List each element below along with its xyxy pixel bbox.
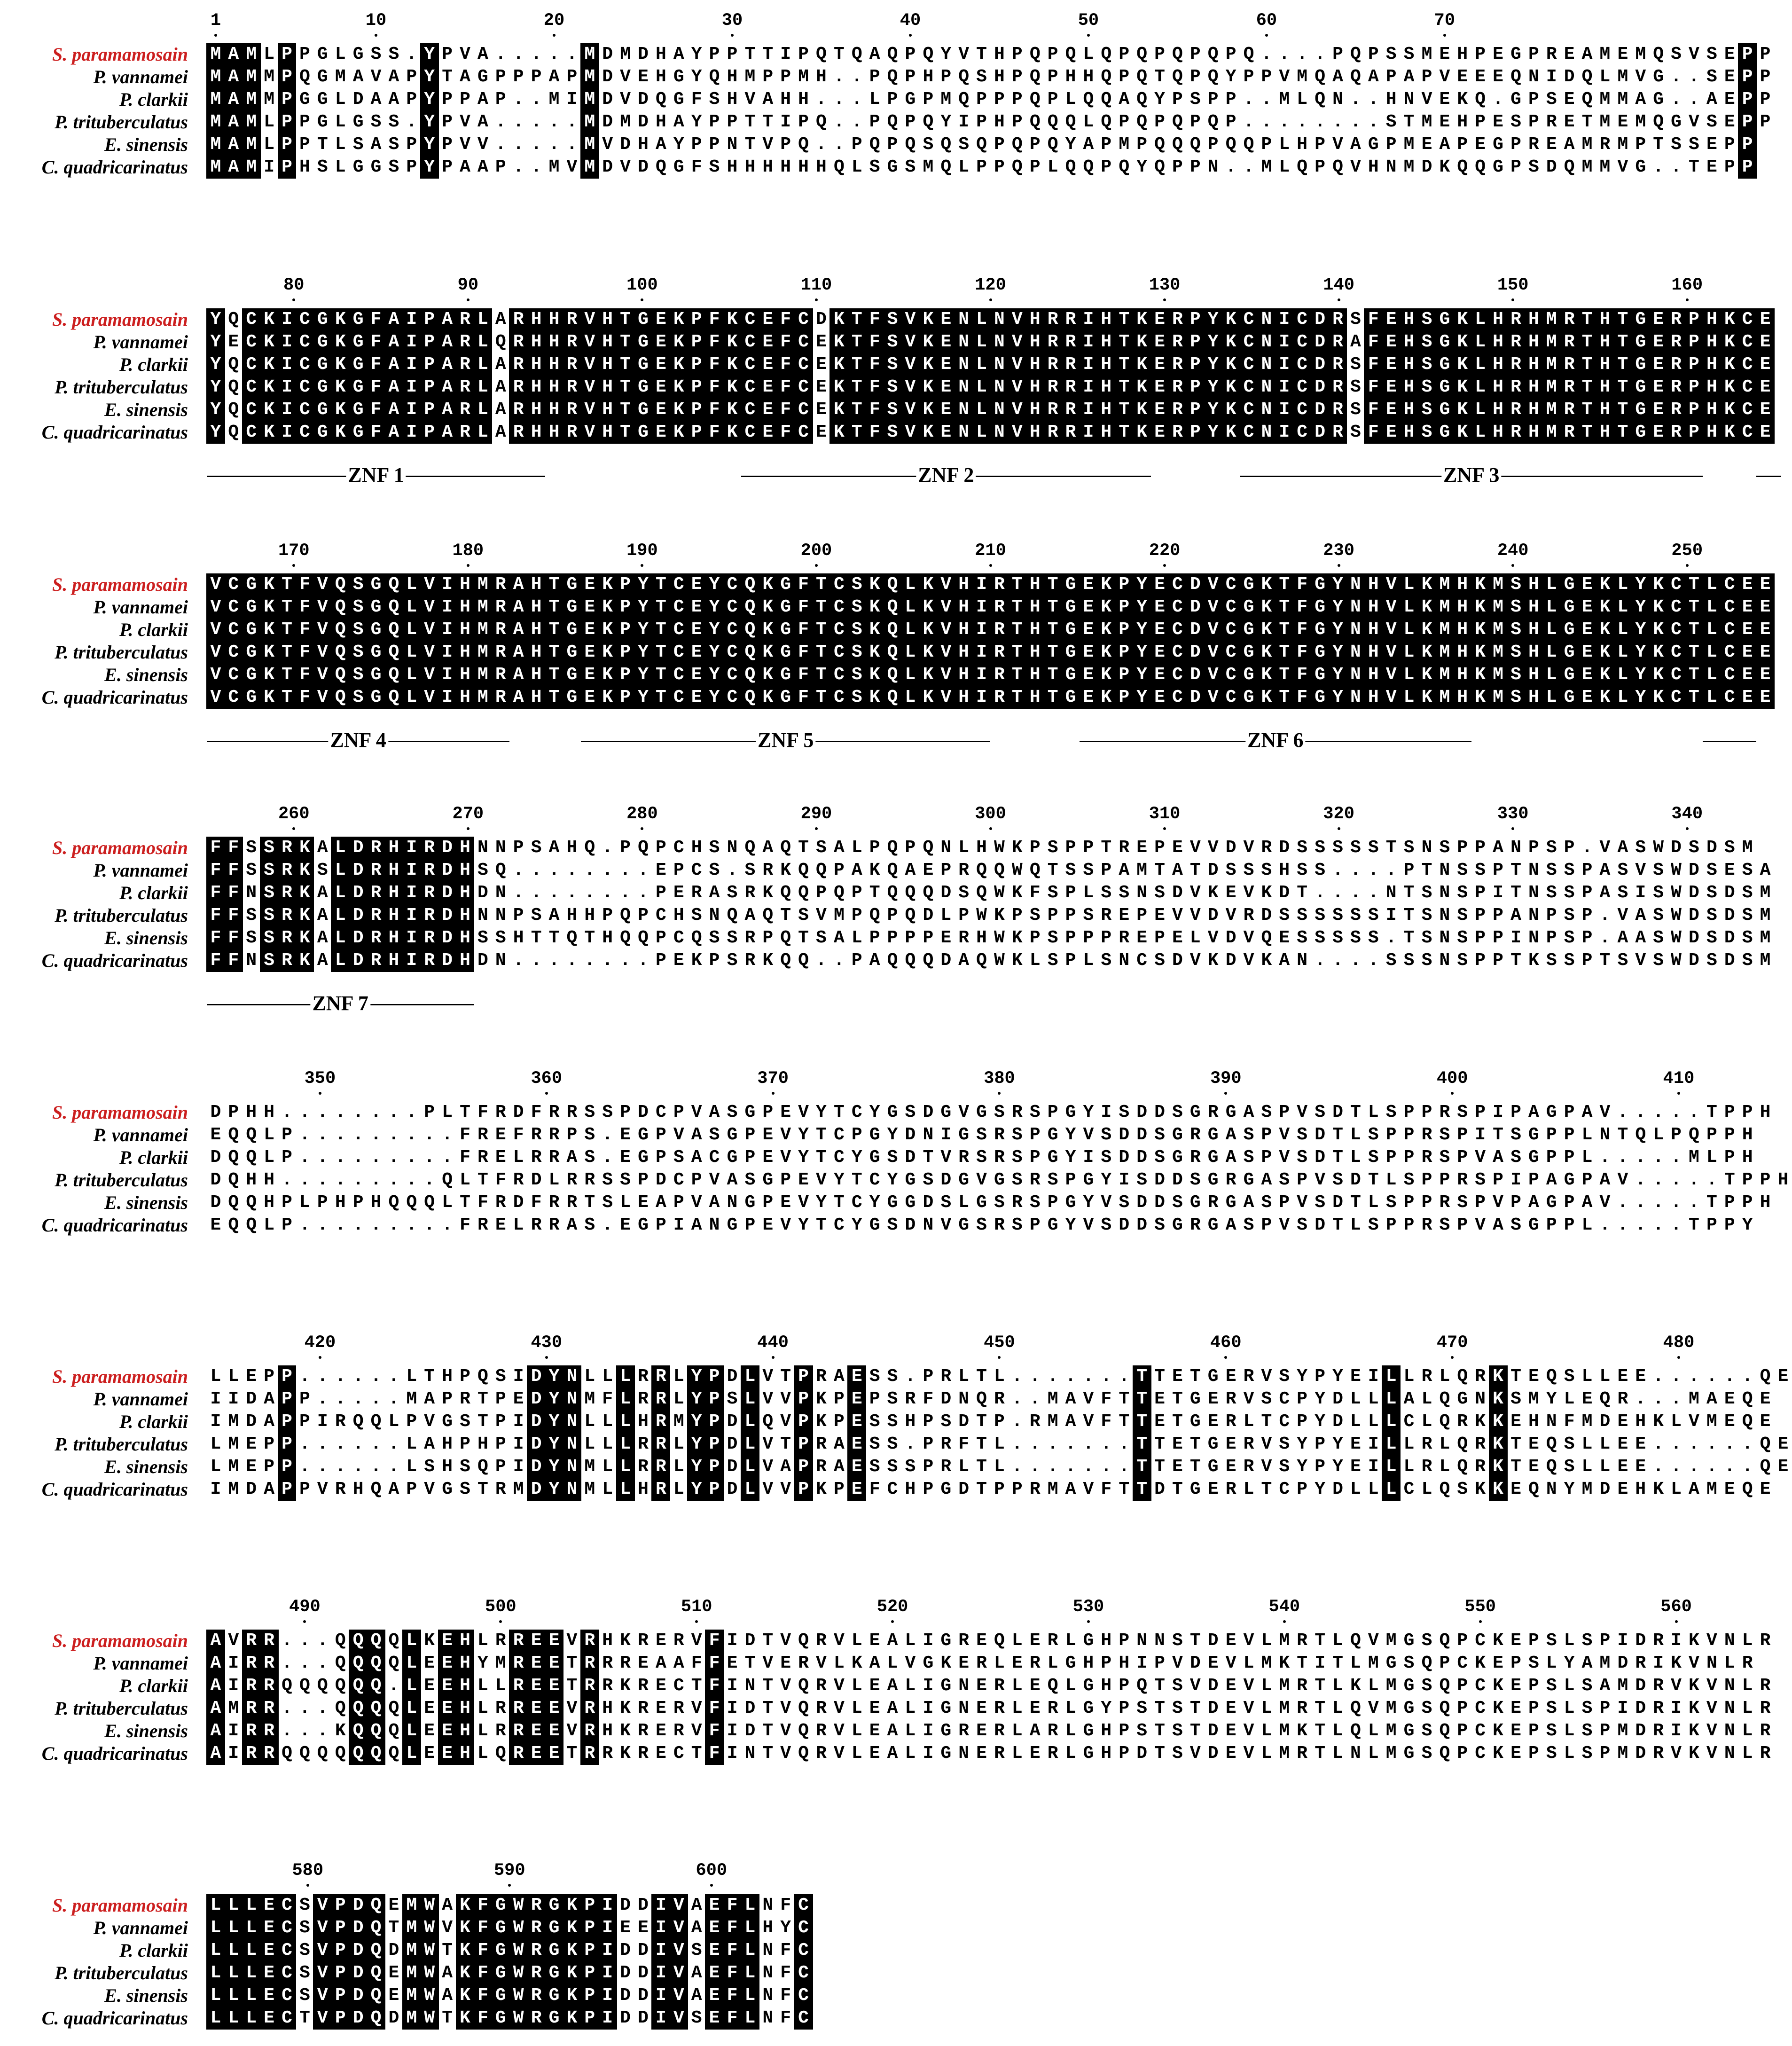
position-tick-dot [989,564,992,567]
position-number: 290 [800,804,832,824]
position-number: 500 [485,1597,516,1617]
position-number: 260 [278,804,310,824]
species-label: E. sinensis [104,664,188,685]
position-tick-dot [545,1092,548,1095]
position-number: 220 [1149,541,1181,561]
species-label: S. paramamosain [52,1366,188,1387]
position-tick-dot [1511,827,1514,830]
position-number: 60 [1256,11,1277,31]
position-tick-dot [1283,1620,1286,1623]
position-tick-dot [1511,564,1514,567]
position-number: 270 [452,804,484,824]
zinc-finger-label: ZNF 4 [328,729,388,752]
species-label: C. quadricarinatus [41,1743,188,1764]
species-label: S. paramamosain [52,44,188,65]
position-tick-dot [998,1356,1001,1359]
position-tick-dot [772,1092,775,1095]
position-number: 40 [900,11,921,31]
position-number: 200 [800,541,832,561]
species-label: S. paramamosain [52,1895,188,1916]
position-number: 470 [1436,1333,1468,1353]
position-tick-dot [1686,827,1689,830]
species-label: E. sinensis [104,1720,188,1741]
position-tick-dot [1163,827,1166,830]
position-number: 130 [1149,275,1181,295]
zinc-finger-label: ZNF 6 [1245,729,1305,752]
species-label: C. quadricarinatus [41,950,188,971]
position-number: 360 [531,1069,563,1089]
species-label: C. quadricarinatus [41,157,188,178]
species-label: P. vannamei [93,331,188,353]
position-number: 70 [1434,11,1456,31]
species-label: C. quadricarinatus [41,1215,188,1236]
position-tick-dot [292,298,295,301]
position-tick-dot [641,827,643,830]
position-number: 550 [1464,1597,1496,1617]
zinc-finger-label: ZNF 3 [1441,463,1501,487]
species-label: S. paramamosain [52,837,188,858]
species-label: E. sinensis [104,134,188,155]
position-tick-dot [1338,827,1340,830]
position-tick-dot [1163,564,1166,567]
position-tick-dot [545,1356,548,1359]
position-tick-dot [891,1620,894,1623]
position-tick-dot [553,34,556,37]
position-number: 20 [543,11,565,31]
species-label: P. clarkii [119,1940,188,1961]
position-tick-dot [1163,298,1166,301]
species-label: C. quadricarinatus [41,2007,188,2029]
species-label: P. trituberculatus [55,642,188,663]
species-label: P. clarkii [119,882,188,903]
position-number: 310 [1149,804,1181,824]
position-number: 180 [452,541,484,561]
position-tick-dot [1087,1620,1090,1623]
position-number: 100 [626,275,658,295]
position-tick-dot [1338,564,1340,567]
species-label: P. clarkii [119,619,188,640]
species-label: E. sinensis [104,1985,188,2006]
position-number: 30 [721,11,743,31]
position-tick-dot [1686,298,1689,301]
position-tick-dot [1511,298,1514,301]
position-tick-dot [467,827,470,830]
position-number: 250 [1671,541,1703,561]
species-label: C. quadricarinatus [41,687,188,708]
position-number: 440 [757,1333,789,1353]
position-tick-dot [303,1620,306,1623]
species-label: C. quadricarinatus [41,422,188,443]
position-number: 460 [1210,1333,1242,1353]
species-label: P. trituberculatus [55,376,188,398]
species-label: E. sinensis [104,1456,188,1477]
position-number: 300 [975,804,1006,824]
position-number: 510 [681,1597,712,1617]
multiple-sequence-alignment-figure: 1 10 20 30 40 50 60 70 S. paramamosain M A M L P P G L G S S . Y P V A . . . . . M D M D H A Y P P T T I P Q T Q A Q P Q Y V T H P Q P Q L Q P Q P Q P Q P Q . . . . P Q P S S M E H P E G P R E A M E M Q S V S E P P P. vannamei M A M M P Q G M A V A P Y T A G P P P A P M D V E H G Y Q H M P P M H . . P Q P H P Q S H P Q P H H Q P Q T Q P Q Y P P V M Q A Q A P A P V E E E Q N I D Q L M V G . . S E P P P. clarkii M A M M P G G L D A A P Y P P A P . . M I M D V D Q G F S H V A H H . . . L P G P M Q P P P Q P L Q Q A Q Y P S P P . . M L Q N . . H N V E K Q . G P S E Q M M A G . . A E P P P. trituberculatus M A M L P P G L G S S . Y P V A . . . . . M D M D H A Y P P T T I P Q . . P Q P Q Y I P H P Q Q Q L Q P Q P Q P Q P . . . . . . . . S T M E H P E S P R E T M E M Q G V S E P P E. sinensis M A M L P P T L S A S P Y P V V . . . . . M V D H A Y P P N T V P Q . . P Q P Q S Q S Q P Q P Q Y A P M P Q Q Q P Q Q P L H P V A G P M E A P E G P R E A M R M P T S S E P P C. quadricarinatus M A M I P H S L G G S P Y P A A P . . M V M D V D Q G F S H H H H H H Q L S G S M Q L P P Q P L Q Q P Q Y Q P P N . . M L Q P Q V H N M D K Q Q G P S D Q M M V G . . T E P P 80 90 100 110 120 130 140 150 160 S. paramamosain Y Q C K I C G K G F A I P A R L A R H H R V H T G E K P F K C E F C D K T F S V K E N L N V H R R I H T K E R P Y K C N I C D R S F E H S G K L H R H M R T H T G E R P H K C E P. vannamei Y E C K I C G K G F A I P A R L Q R H H R V H T G E K P F K C E F C E K T F S V K E N L N V H R R I H T K E R P Y K C N I C D R A F E H S G K L H R H M R T H T G E R P H K C E P. clarkii Y Q C K I C G K G F A I P A R L A R H H R V H T G E K P F K C E F C E K T F S V K E N L N V H R R I H T K E R P Y K C N I C D R S F E H S G K L H R H M R T H T G E R P H K C E P. trituberculatus Y Q C K I C G K G F A I P A R L A R H H R V H T G E K P F K C E F C E K T F S V K E N L N V H R R I H T K E R P Y K C N I C D R S F E H S G K L H R H M R T H T G E R P H K C E E. sinensis Y Q C K I C G K G F A I P A R L A R H H R V H T G E K P F K C E F C E K T F S V K E N L N V H R R I H T K E R P Y K C N I C D R S F E H S G K L H R H M R T H T G E R P H K C E C. quadricarinatus Y Q C K I C G K G F A I P A R L A R H H R V H T G E K P F K C E F C E K T F S V K E N L N V H R R I H T K E R P Y K C N I C D R S F E H S G K L H R H M R T H T G E R P H K C E ZNF 1 ZNF 2 ZNF 3 170 180 190 200 210 220 230 240 250 S. paramamosain V C G K T F V Q S G Q L V I H M R A H T G E K P Y T C E Y C Q K G F T C S K Q L K V H I R T H T G E K P Y E C D V C G K T F G Y N H V L K M H K M S H L G E K L Y K C T L C E E P. vannamei V C G K T F V Q S G Q L V I H M R A H T G E K P Y T C E Y C Q K G F T C S K Q L K V H I R T H T G E K P Y E C D V C G K T F G Y N H V L K M H K M S H L G E K L Y K C T L C E E P. clarkii V C G K T F V Q S G Q L V I H M R A H T G E K P Y T C E Y C Q K G F T C S K Q L K V H I R T H T G E K P Y E C D V C G K T F G Y N H V L K M H K M S H L G E K L Y K C T L C E E P. trituberculatus V C G K T F V Q S G Q L V I H M R A H T G E K P Y T C E Y C Q K G F T C S K Q L K V H I R T H T G E K P Y E C D V C G K T F G Y N H V L K M H K M S H L G E K L Y K C T L C E E E. sinensis V C G K T F V Q S G Q L V I H M R A H T G E K P Y T C E Y C Q K G F T C S K Q L K V H I R T H T G E K P Y E C D V C G K T F G Y N H V L K M H K M S H L G E K L Y K C T L C E E C. quadricarinatus V C G K T F V Q S G Q L V I H M R A H T G E K P Y T C E Y C Q K G F T C S K Q L K V H I R T H T G E K P Y E C D V C G K T F G Y N H V L K M H K M S H L G E K L Y K C T L C E E ZNF 4 ZNF 5 ZNF 6 260 270 280 290 300 310 320 330 340 S. paramamosain F F S S R K A L D R H I R D H N N P S A H Q . P Q P C H S N Q A Q T S A L P Q P Q N L H W K P S P P T R E P E V V D V R D S S S S S T S N S P P A N P S P . V A S W D S D S M P. vannamei F F S S R K S L D R H I R D H S Q . . . . . . . . E P C S . S R K Q Q P A K Q A E P R Q Q W Q T S S P A M T A T D S S S H S S . . . . P T N S S P T N S S P A S V S W D S E S A P. clarkii F F N S R K A L D R H I R D H D N . . . . . . . . P E R A S R K Q Q P Q P T Q Q Q D S Q W K F S P L S S N S D V K E V K D T . . . . N T S N S P I T N S S P A S I S W D S D S M P. trituberculatus F F S S R K A L D R H I R D H N N P S A H H P Q P C H S N Q A Q T S V M P Q P Q D L P W K P S P P S R E P E V V D V R D S S S S S S I T S N S P P A N P S P . V A S W D S D S M E. sinensis F F S S R K A L D R H I R D H S S H T T Q T H Q Q P C Q S S R P Q T S A L P P P P E R H W K P S P P P R E P E L V D V Q E S S S S S . T S N S P P I N P S P . A A S W D S D S M C. quadricarinatus F F N S R K A L D R H I R D H D N . . . . . . . . P E K P S R K Q Q . . P A Q Q Q D A Q W K L S P L S N C S D V K D V K A N . . . . S S S N S P P T K S S P T S V S W D S D S M ZNF 7 350 360 370 380 390 400 410 S. paramamosain D P H H . . . . . . . . P L T F R D F R R S S P D C P V A S G P E V Y T C Y G S D G V G S R S P G Y I S D D S G R G A S P V S D T L S P P R S P I P A G P A V . . . . . T P P H P. vannamei E Q Q L P . . . . . . . . . F R E F R R P S . E G P V A S G P E V Y T C P G Y D N I G S R S P G Y V S D D S G R G A S P V S D T L S P P R S P I T S G P P L N T Q L P Q P P H P. clarkii D Q Q L P . . . . . . . . . F R E L R R A S . E G P S A C G P E V Y T C Y G S D T V R S R S P G Y I S D D S G R G A S P V S D T L S P P R S P V A S G P P L . . . . . M L P H P. trituberculatus D Q H H . . . . . . . . . Q L T F R D L R R S S P D C P V A S G P E V Y T C Y G S D G V G S R S P G Y I S D D S G R G A S P V S D T L S P P R S P I P A G P A V . . . . . T P P H E. sinensis D Q Q H P L P H P H Q Q Q L T F R D F R R T S L E A P V A N G P E V Y T C Y G G D S L G S R S P G Y V S D D S G R G A S P V S D T L S P P R S P V P A G P A V . . . . . T P P H C. quadricarinatus E Q Q L P . . . . . . . . . F R E L R R A S . E G P I A N G P E V Y T C Y G S D N V G S R S P G Y V S D D S G R G A S P V S D T L S P P R S P V A S G P P L . . . . . T P P Y 420 430 440 450 460 470 480 S. paramamosain L L E P P . . . . . . L T H P Q S I D Y N L L L R R L Y P D L V T P R A E S S . P R L T L . . . . . . . T T E T G E R V S Y P Y E I L L R L Q R K T E Q S L L E E . . . . . . Q E P. vannamei I I D A P P . . . . . M A P R T P E D Y N M F L R R L Y P S L V V P K P E P S R F D N Q R . . M A V F T T E T G E R V S C P Y D L L L A L Q G N K S M Y L E Q R . . . M A E Q E P. clarkii I M D A P P I R Q Q L P V G S T P I D Y N L L L H R M Y P D L Q V P K P E S S H P S D T P . R M A V F T T E T G E R L T C P Y D L L L C L Q R K K E H N F M D E H K L V M E Q E P. trituberculatus L M E P P . . . . . . L A H P H P I D Y N L L L R R L Y P D L V T P R A E S S . P R F T L . . . . . . . T T E T G E R V S Y P Y E I L L R L Q R K T E Q S L L E E . . . . . . Q E E. sinensis L M E P P . . . . . . L S H S Q P I D Y N M L L R R L Y P D L V A P R A E S S S P R L T L . . . . . . . T T E T G E R V S Y P Y E I L L R L Q R K T E Q S L L E E . . . . . . Q E C. quadricarinatus I M D A P P V R H Q A P V G S T R M D Y N M L L H R L Y P D L V V P K P E F C H P G D T P P R M A V F T T D T G E R L T C P Y D L L L C L Q S K K E Q N Y M D E H K L A M E Q E 490 500 510 520 530 540 550 560 S. paramamosain A V R R . . . Q Q Q Q L K E H L R R E E V R H K R E R V F I D T V Q R V L E A L I G R E Q L E R L G H P N N S T D E V L M R T L Q V M G S Q P C K E P S L S P I D R I K V N L R P. vannamei A I R R . . . Q Q Q Q L E E H Y M R E E T R R R E A A F F E T V E R V L K A L V G K E R L E R L G H P H I P V D E V L M K T I T L M G S Q P C K E P S L Y A M D R I K V N L R P. clarkii A I R R Q Q Q Q Q Q . L E E H L L R E E T R R K R E C T F I N T V Q R V L E A L I G N E R L E Q L G H P Q T S V D E V L M R T L K L M G S Q P C K E P S L S A M D R V K V N L R P. trituberculatus A M R R . . . Q Q Q Q L E E H L R R E E V R H K R E R V F I D T V Q R V L E A L I G N E R L E R L G Y P S T S T D E V L M R T L Q V M G S Q P C K E P S L S P I D R I K V N L R E. sinensis A I R R . . . K Q Q Q L E E H L R R E E V R H K R E R V F I D T V Q R V L E A L I G R E R L A R L G H P S T S T D E V L M K T L Q L M G S Q P C K E P S L S P M D R I K V N L R C. quadricarinatus A I R R Q Q Q Q Q Q Q L E E H L Q R E E T R R K R E C T F I N T V Q R V L E A L I G N E R L E R L G H P D T S V D E V L M R T L N L M G S Q P C K E P S L S P M D R V K V N L R 580 590 600 S. paramamosain L L L E C S V P D Q E M W A K F G W R G K P I D D I V A E F L N F C P. vannamei L L L E C S V P D Q T M W V K F G W R G K P I E E I V A E F L H Y C P. clarkii L L L E C S V P D Q D M W T K F G W R G K P I D D I V S E F L N F C P. trituberculatus L L L E C S V P D Q E M W A K F G W R G K P I D D I V A E F L N F C E. sinensis L L L E C S V P D Q E M W A K F G W R G K P I D D I V A E F L N F C C. quadricarinatus L L L E C T V P D Q D M W T K F G W R G K P I D D I V S E F L N F C [0,0,1792,2046]
position-tick-dot [319,1356,321,1359]
species-label: P. trituberculatus [55,1434,188,1455]
position-number: 420 [304,1333,336,1353]
position-number: 490 [289,1597,321,1617]
species-label: S. paramamosain [52,1630,188,1651]
species-label: P. trituberculatus [55,905,188,926]
position-tick-dot [467,298,470,301]
position-number: 580 [292,1861,324,1881]
species-label: E. sinensis [104,399,188,420]
position-tick-dot [1677,1356,1680,1359]
position-number: 540 [1268,1597,1300,1617]
position-number: 110 [800,275,832,295]
position-tick-dot [292,564,295,567]
position-tick-dot [499,1620,502,1623]
species-label: P. vannamei [93,1917,188,1938]
species-label: P. vannamei [93,860,188,881]
position-tick-dot [1451,1356,1454,1359]
position-number: 280 [626,804,658,824]
zinc-finger-label: ZNF 5 [756,729,815,752]
position-tick-dot [319,1092,321,1095]
position-number: 590 [493,1861,525,1881]
position-tick-dot [641,298,643,301]
position-tick-dot [292,827,295,830]
position-tick-dot [989,827,992,830]
position-number: 600 [696,1861,728,1881]
position-number: 1 [210,11,221,31]
position-tick-dot [909,34,912,37]
position-number: 480 [1663,1333,1695,1353]
species-label: E. sinensis [104,927,188,949]
species-label: P. trituberculatus [55,1698,188,1719]
position-tick-dot [731,34,734,37]
position-tick-dot [1686,564,1689,567]
position-number: 10 [365,11,387,31]
position-tick-dot [508,1884,511,1887]
zinc-finger-continuation-line [1703,741,1756,742]
position-number: 160 [1671,275,1703,295]
species-label: S. paramamosain [52,309,188,330]
species-label: P. vannamei [93,1653,188,1674]
position-tick-dot [1675,1620,1678,1623]
species-label: P. vannamei [93,1388,188,1410]
position-tick-dot [815,827,818,830]
position-tick-dot [214,34,217,37]
species-label: P. clarkii [119,1675,188,1696]
position-tick-dot [306,1884,309,1887]
position-tick-dot [641,564,643,567]
position-number: 230 [1323,541,1354,561]
position-number: 240 [1497,541,1529,561]
zinc-finger-continuation-line [1756,476,1781,477]
position-tick-dot [1677,1092,1680,1095]
species-label: P. vannamei [93,66,188,87]
position-number: 410 [1663,1069,1695,1089]
position-number: 350 [304,1069,336,1089]
position-tick-dot [695,1620,698,1623]
position-tick-dot [1338,298,1340,301]
position-tick-dot [1451,1092,1454,1095]
position-tick-dot [1087,34,1090,37]
species-label: P. vannamei [93,1124,188,1145]
position-tick-dot [1224,1356,1227,1359]
species-label: P. trituberculatus [55,1169,188,1191]
position-tick-dot [998,1092,1001,1095]
position-number: 400 [1436,1069,1468,1089]
species-label: P. trituberculatus [55,111,188,133]
zinc-finger-label: ZNF 7 [311,992,370,1015]
position-tick-dot [772,1356,775,1359]
species-label: P. trituberculatus [55,1962,188,1983]
position-tick-dot [1443,34,1446,37]
species-label: P. clarkii [119,354,188,375]
position-tick-dot [815,564,818,567]
position-tick-dot [1224,1092,1227,1095]
position-tick-dot [710,1884,713,1887]
position-tick-dot [467,564,470,567]
position-tick-dot [1479,1620,1482,1623]
position-tick-dot [375,34,377,37]
position-number: 210 [975,541,1006,561]
position-number: 50 [1078,11,1099,31]
species-label: S. paramamosain [52,1102,188,1123]
position-number: 430 [531,1333,563,1353]
species-label: S. paramamosain [52,574,188,595]
position-number: 80 [283,275,305,295]
position-number: 320 [1323,804,1354,824]
position-number: 190 [626,541,658,561]
species-label: C. quadricarinatus [41,1479,188,1500]
zinc-finger-label: ZNF 2 [916,463,976,487]
zinc-finger-label: ZNF 1 [346,463,406,487]
position-number: 330 [1497,804,1529,824]
position-number: 560 [1660,1597,1692,1617]
species-label: E. sinensis [104,1192,188,1213]
species-label: P. clarkii [119,1147,188,1168]
position-number: 140 [1323,275,1354,295]
position-number: 520 [876,1597,908,1617]
position-number: 90 [457,275,479,295]
position-tick-dot [989,298,992,301]
species-label: P. clarkii [119,1411,188,1432]
position-number: 150 [1497,275,1529,295]
position-number: 530 [1072,1597,1104,1617]
position-number: 340 [1671,804,1703,824]
position-number: 450 [984,1333,1015,1353]
position-number: 390 [1210,1069,1242,1089]
position-number: 170 [278,541,310,561]
position-number: 380 [984,1069,1015,1089]
position-number: 120 [975,275,1006,295]
position-tick-dot [1265,34,1268,37]
position-tick-dot [815,298,818,301]
species-label: P. vannamei [93,596,188,618]
species-label: P. clarkii [119,89,188,110]
position-number: 370 [757,1069,789,1089]
